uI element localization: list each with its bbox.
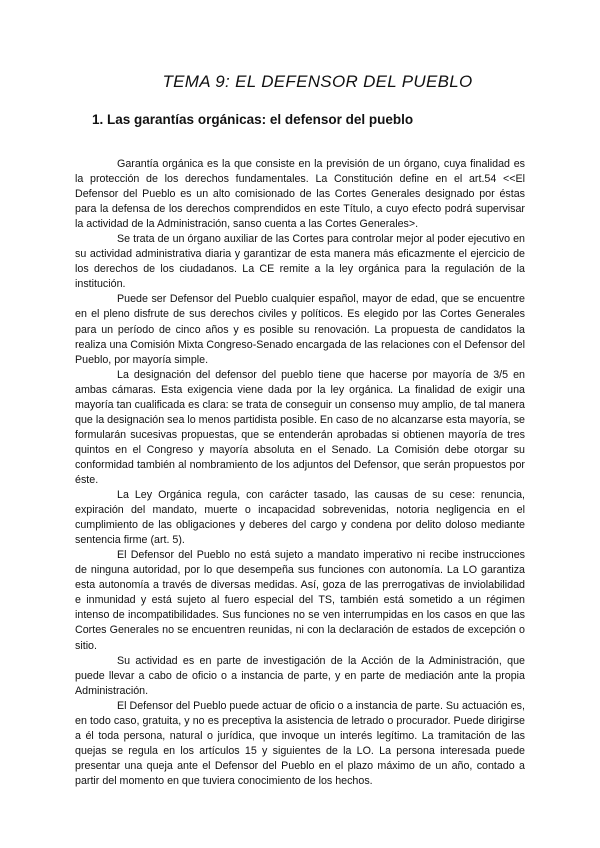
section-heading [92, 112, 413, 127]
paragraph-designacion: La designación del defensor del pueblo tiene que hacerse por mayoría de 3/5 en ambas cámaras. Esta exigencia viene dada por la ley orgánica. La finalidad de exigir una mayoría tan cualificada es clara: se trata de conseguir un consenso muy amplio, de tal manera que la designación sea lo menos partidista posible. En caso de no alcanzarse esta mayoría, se formularán sucesivas propuestas, que se entenderán aprobadas si obtienen mayoría de tres quintos en el Congreso y mayoría absoluta en el Senado. La Comisión debe otorgar su conformidad también al nombramiento de los adjuntos del Defensor, que serán propuestos por éste. [75, 368, 525, 486]
document-title: TEMA 9: EL DEFENSOR DEL PUEBLO [162, 72, 473, 91]
paragraph-autonomia: El Defensor del Pueblo no está sujeto a mandato imperativo ni recibe instrucciones de ninguna autoridad, por lo que desempeña sus funciones con autonomía. La LO garantiza esta autonomía a través de diversas medidas. Así, goza de las prerrogativas de inviolabilidad e inmunidad y está sujeto al fuero especial del TS, también está sometido a un régimen intenso de incompatibilidades. Sus funciones no se ven interrumpidas en los casos en que las Cortes Generales no se encuentren reunidas, ni con la declaración de estados de excepción o sitio. [75, 549, 525, 652]
paragraph-actuacion-quejas: El Defensor del Pueblo puede actuar de oficio o a instancia de parte. Su actuación es, en todo caso, gratuita, y no es preceptiva la asistencia de letrado o procurador. Puede dirigirse a él toda persona, natural o jurídica, que invoque un interés legítimo. La tramitación de las quejas se regula en los artículos 15 y siguientes de la LO. La persona interesada puede presentar una queja ante el Defensor del Pueblo en el plazo máximo de un año, contado a partir del momento en que tuviera conocimiento de los hechos. [75, 699, 525, 787]
section-number: 1. [92, 112, 104, 127]
paragraph-garantia-organica: Garantía orgánica es la que consiste en la previsión de un órgano, cuya finalidad es la protección de los derechos fundamentales. La Constitución define en el art.54 <<El Defensor del Pueblo es un alto comisionado de las Cortes Generales designado por éstas para la defensa de los derechos comprendidos en este Título, a cuyo efecto podrá supervisar la actividad de la Administración, sanso cuenta a las Cortes Generales>. [75, 158, 525, 231]
paragraph-requisitos-eleccion: Puede ser Defensor del Pueblo cualquier español, mayor de edad, que se encuentre en el pleno disfrute de sus derechos civiles y políticos. Es elegido por las Cortes Generales para un período de cinco años y es posible su renovación. La propuesta de candidatos la realiza una Comisión Mixta Congreso-Senado encargada de las relaciones con el Defensor del Pueblo, por mayoría simple. [75, 293, 525, 366]
paragraph-actividad: Su actividad es en parte de investigación de la Acción de la Administración, que puede llevar a cabo de oficio o a instancia de parte, y en parte de mediación ante la propia Administración. [75, 654, 525, 697]
body-text [75, 157, 525, 789]
paragraph-causas-cese: La Ley Orgánica regula, con carácter tasado, las causas de su cese: renuncia, expiración del mandato, muerte o incapacidad sobrevenidas, notoria negligencia en el cumplimiento de las obligaciones y deberes del cargo y condena por delito doloso mediante sentencia firme (art. 5). [75, 489, 525, 547]
paragraph-organo-auxiliar: Se trata de un órgano auxiliar de las Cortes para controlar mejor al poder ejecutivo en su actividad administrativa diaria y garantizar de esta manera más eficazmente el ejercicio de los derechos de los ciudadanos. La CE remite a la ley orgánica para la regulación de la institución. [75, 233, 525, 291]
section-heading-text: Las garantías orgánicas: el defensor del pueblo [107, 112, 414, 127]
